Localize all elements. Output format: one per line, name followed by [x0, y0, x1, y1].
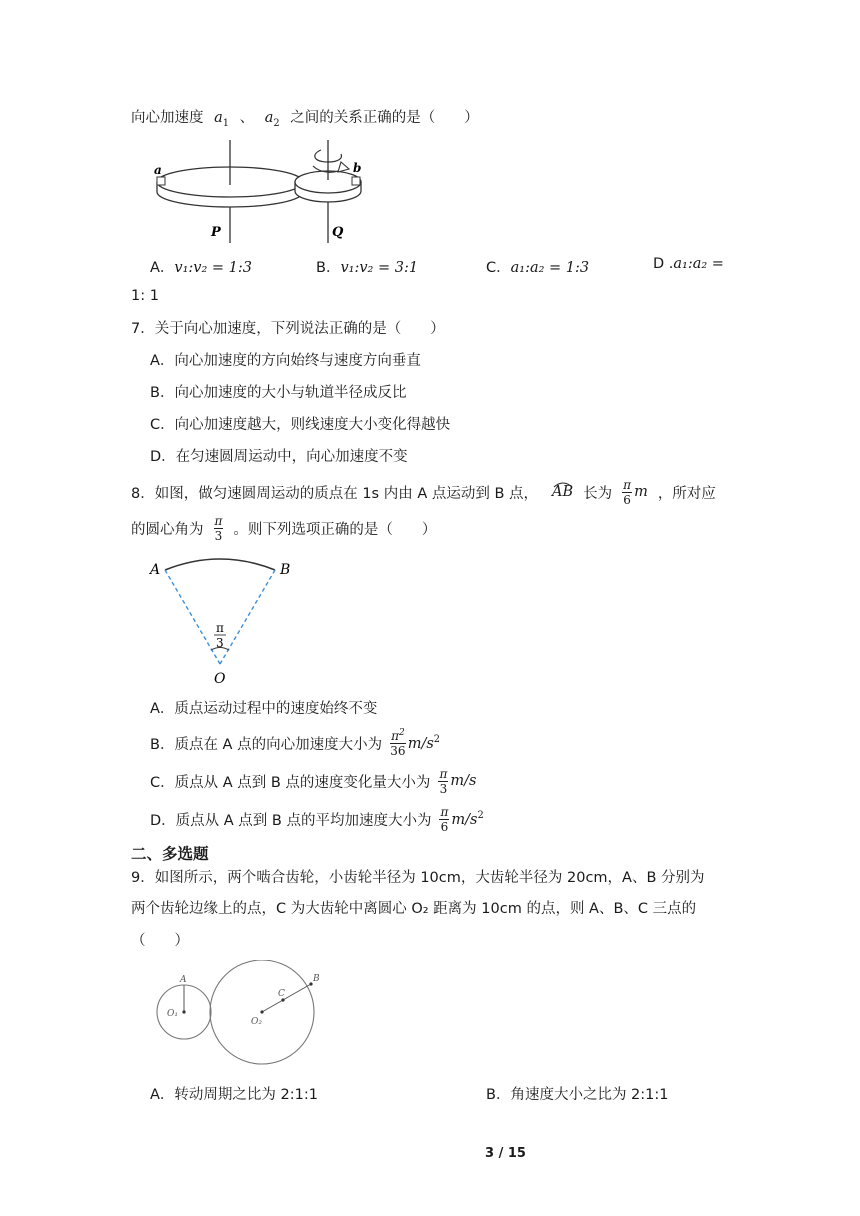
q6-option-a[interactable] [150, 256, 252, 277]
q9-label-a: A [180, 975, 187, 985]
q8-arc-length-frac: $\frac{\pi}{6}$ [623, 477, 632, 507]
q6-var-a1: $a_1$ [214, 110, 230, 129]
q8-option-b-unit: $m/s^2$ [407, 734, 441, 752]
q6-option-d-prefix: D . [653, 256, 674, 272]
q6-var-a2: $a_2$ [264, 110, 280, 129]
q8-option-d-frac: $\frac{\pi}{6}$ [440, 804, 449, 834]
q8-label-o: O [214, 671, 226, 687]
q8-arc-ab [552, 484, 573, 500]
q6-option-a-prefix: A． [150, 260, 175, 276]
q6-option-d[interactable] [653, 256, 724, 272]
q8-option-c-text: C．质点从 A 点到 B 点的速度变化量大小为 [150, 774, 431, 791]
q8-option-c[interactable] [150, 766, 476, 796]
arc-mark-icon [552, 480, 574, 488]
q9-label-o2: O₂ [251, 1017, 262, 1027]
q8-option-d-text: D．质点从 A 点到 B 点的平均加速度大小为 [150, 812, 432, 829]
q6-stem-sep: 、 [239, 110, 255, 126]
section-heading-multiple-choice: 二、多选题 [131, 845, 209, 863]
q8-angle-frac: $\frac{\pi}{3}$ [214, 513, 223, 543]
q6-option-d-continued: 1: 1 [131, 288, 159, 304]
q9-label-o1: O₁ [167, 1009, 178, 1019]
q7-option-a[interactable]: A．向心加速度的方向始终与速度方向垂直 [150, 353, 421, 369]
q6-option-a-math: v₁:v₂ = 1:3 [174, 260, 253, 276]
q8-option-b-frac: $\frac{\pi^2}{36}$ [390, 728, 406, 758]
q8-option-a[interactable]: A．质点运动过程中的速度始终不变 [150, 701, 378, 717]
q6-option-d-math: a₁:a₂ = [673, 256, 724, 272]
q6-option-c[interactable] [486, 256, 589, 277]
q7-option-d[interactable]: D．在匀速圆周运动中，向心加速度不变 [150, 449, 408, 465]
q6-option-c-prefix: C． [486, 260, 511, 276]
q7-option-b[interactable]: B．向心加速度的大小与轨道半径成反比 [150, 385, 407, 401]
q6-disk-figure [145, 140, 370, 248]
q8-option-b-text: B．质点在 A 点的向心加速度大小为 [150, 736, 383, 753]
q8-angle-den: 3 [216, 636, 224, 650]
q8-stem-line2-b: 。则下列选项正确的是（ ） [233, 521, 437, 538]
q8-stem-line2-a: 的圆心角为 [131, 521, 204, 538]
q6-label-a: a [154, 163, 162, 177]
q6-label-b: b [353, 161, 362, 175]
q9-stem-line3: （ ） [131, 933, 189, 949]
q6-option-b-math: v₁:v₂ = 3:1 [340, 260, 419, 276]
q8-option-b[interactable] [150, 728, 440, 758]
q9-gears-figure [150, 960, 330, 1070]
q8-option-d[interactable] [150, 804, 484, 834]
q9-stem-line1: 9．如图所示，两个啮合齿轮，小齿轮半径为 10cm，大齿轮半径为 20cm，A、B 分别为 [131, 870, 705, 886]
q6-option-b-prefix: B． [316, 260, 341, 276]
page-number: 3 / 15 [485, 1146, 526, 1161]
q9-stem-line2: 两个齿轮边缘上的点，C 为大齿轮中离圆心 O₂ 距离为 10cm 的点，则 A、B、C 三点的 [131, 901, 697, 917]
q8-label-a: A [150, 562, 161, 578]
q8-label-b: B [280, 562, 291, 578]
q7-option-c[interactable]: C．向心加速度越大，则线速度大小变化得越快 [150, 417, 451, 433]
q6-stem-prefix: 向心加速度 [131, 110, 204, 126]
q8-arc-label: AB [552, 484, 574, 500]
q9-label-c: C [278, 989, 285, 999]
q8-stem-line1 [131, 477, 716, 507]
q6-label-q: Q [332, 225, 344, 240]
q8-sector-figure [145, 552, 295, 687]
q8-option-d-unit: $m/s^2$ [451, 810, 484, 828]
q6-label-p: P [211, 225, 221, 240]
q8-arc-length-unit: m [634, 484, 648, 500]
q8-stem-part1: 8．如图，做匀速圆周运动的质点在 1s 内由 A 点运动到 B 点， [131, 485, 539, 502]
q8-stem-part2: 长为 [583, 485, 613, 502]
q9-option-b[interactable]: B．角速度大小之比为 2:1:1 [486, 1087, 669, 1103]
q8-angle-num: π [216, 621, 224, 635]
q9-label-b: B [313, 974, 320, 984]
q8-stem-line2 [131, 513, 436, 543]
q6-option-b[interactable] [316, 256, 418, 277]
q7-stem: 7．关于向心加速度，下列说法正确的是（ ） [131, 321, 445, 337]
q6-stem-suffix: 之间的关系正确的是（ ） [290, 110, 479, 126]
q6-option-c-math: a₁:a₂ = 1:3 [510, 260, 590, 276]
q6-stem [131, 106, 479, 129]
q8-option-c-frac: $\frac{\pi}{3}$ [439, 766, 448, 796]
q8-stem-part3: ，所对应 [657, 485, 716, 502]
q8-option-c-unit: m/s [450, 773, 477, 789]
q9-option-a[interactable]: A．转动周期之比为 2:1:1 [150, 1087, 318, 1103]
